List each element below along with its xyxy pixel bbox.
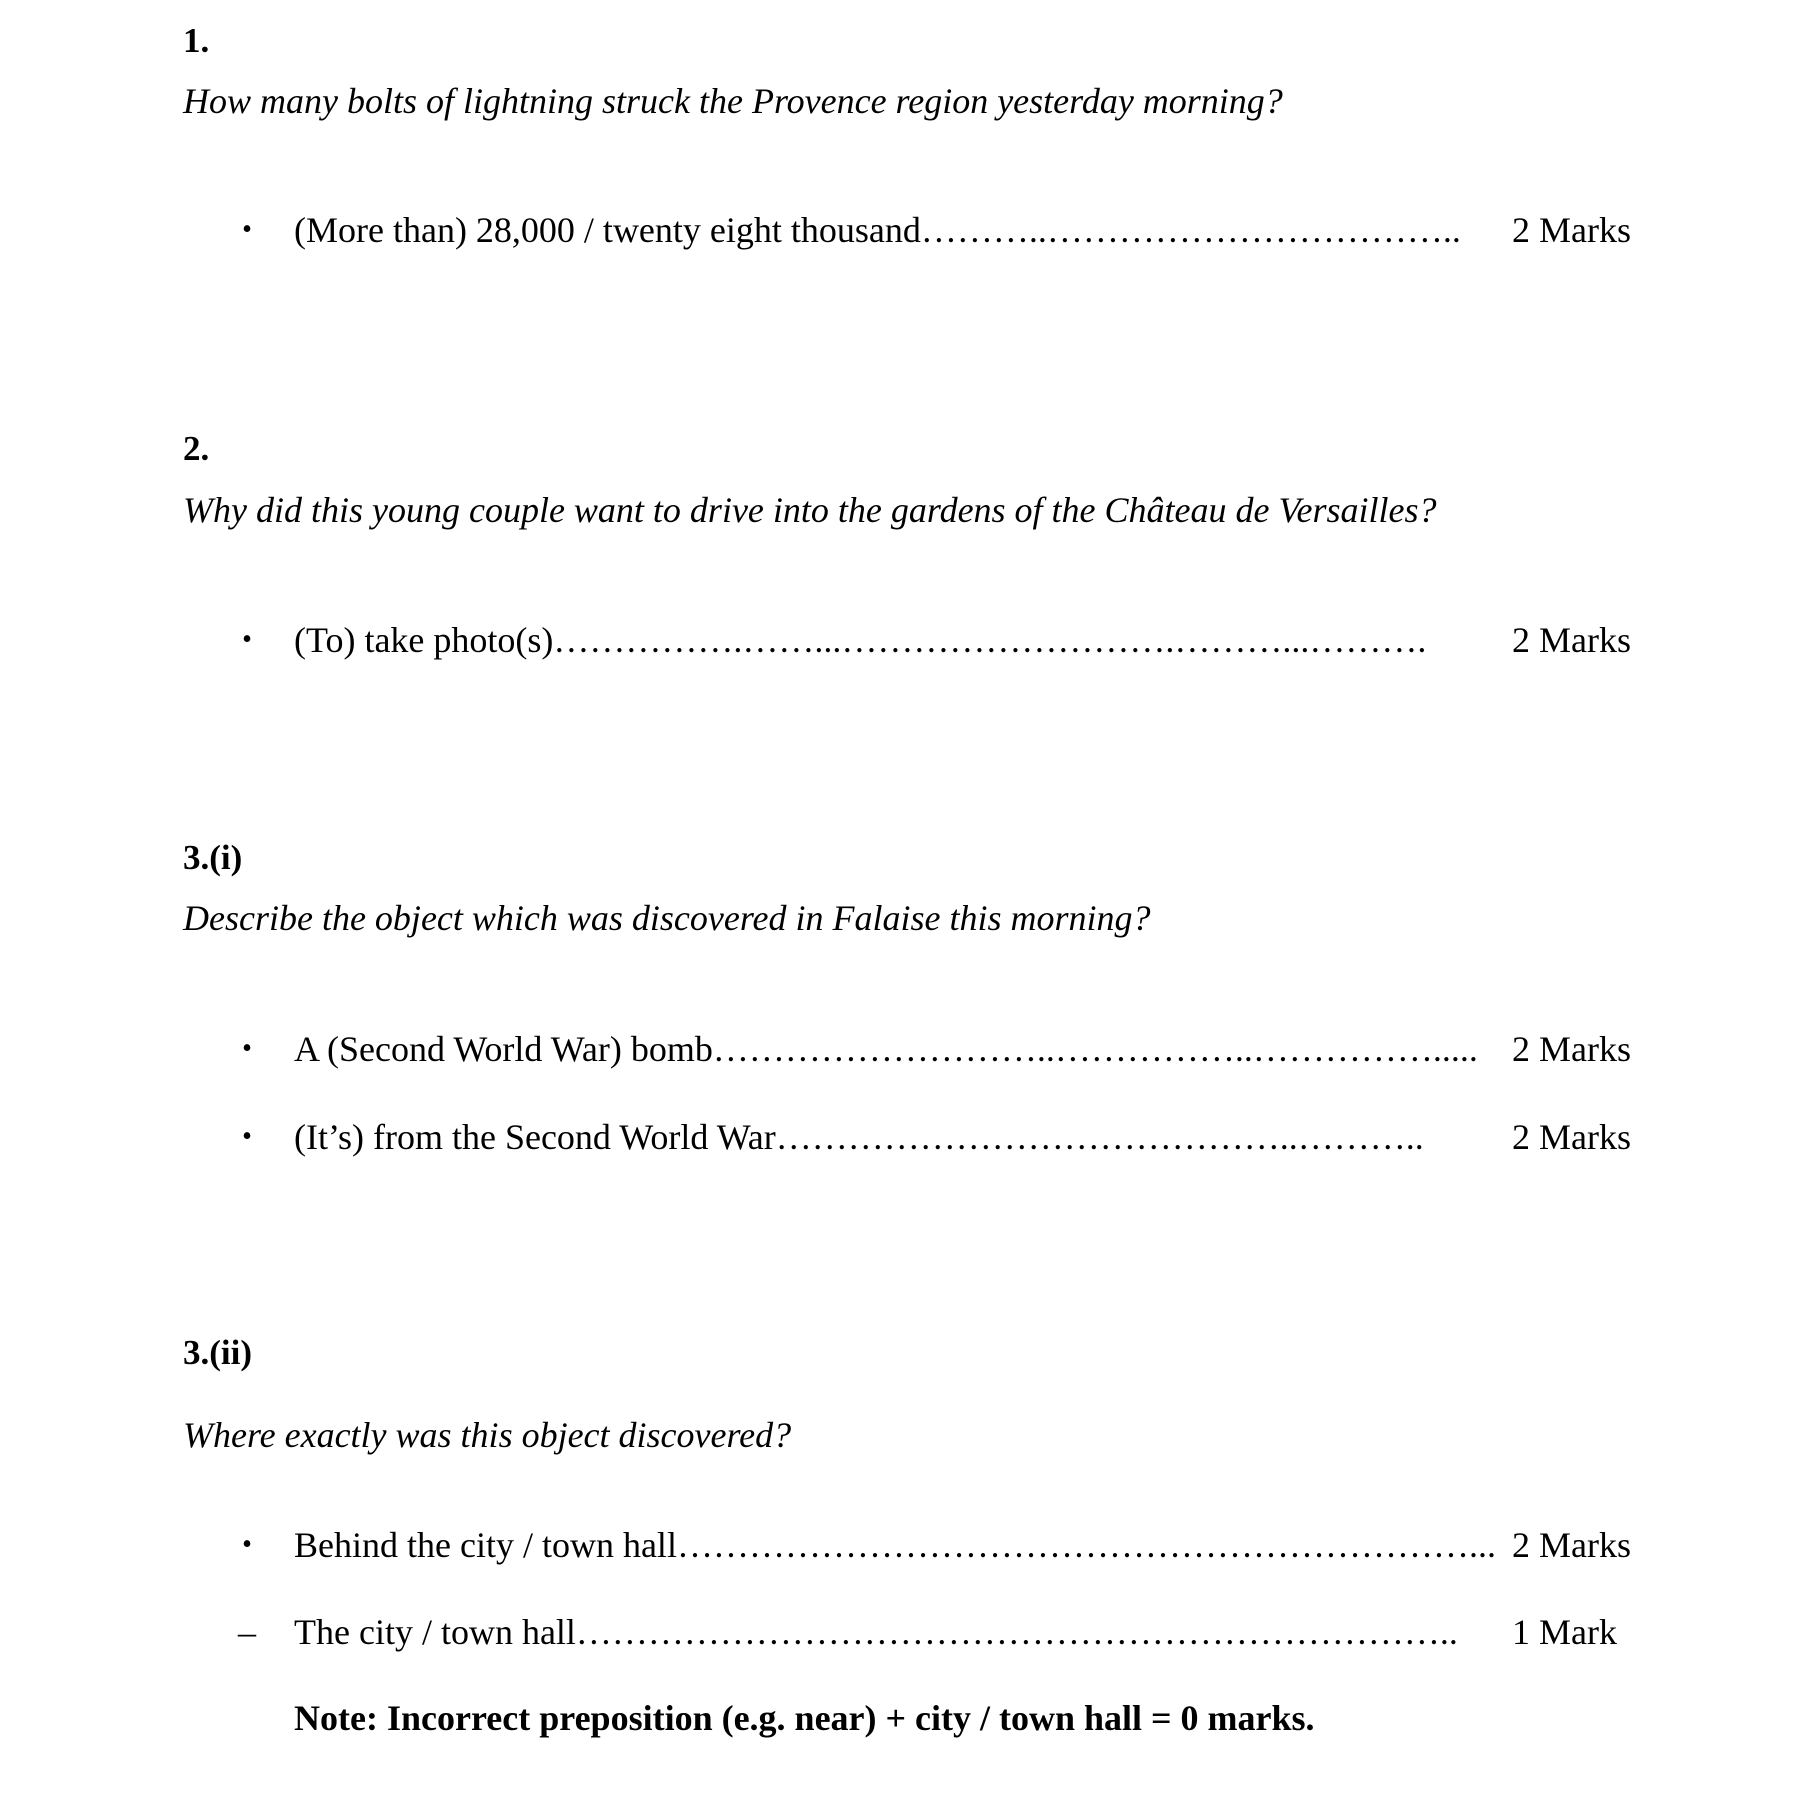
dash-icon: – [238, 1612, 256, 1652]
answer-text: Behind the city / town hall…………………………………………………………... [294, 1525, 1496, 1565]
answer-item [0, 1527, 1818, 1571]
marks-value: 2 Marks [1512, 620, 1631, 660]
question-2-number: 2. [183, 429, 210, 468]
marks-value: 2 Marks [1512, 1525, 1631, 1565]
question-1-text: How many bolts of lightning struck the Provence region yesterday morning? [183, 81, 1283, 121]
marks-value: 2 Marks [1512, 210, 1631, 250]
marks-value: 2 Marks [1512, 1117, 1631, 1157]
answer-text: (More than) 28,000 / twenty eight thousand………..…………………………….. [294, 210, 1461, 250]
marking-note: Note: Incorrect preposition (e.g. near) + city / town hall = 0 marks. [294, 1698, 1315, 1738]
answer-text: (It’s) from the Second World War……………………………………..……….. [294, 1117, 1424, 1157]
question-1-number: 1. [183, 21, 210, 60]
answer-item [0, 622, 1818, 666]
marks-value: 1 Mark [1512, 1612, 1617, 1652]
answer-item [0, 1614, 1818, 1658]
bullet-icon: • [242, 1121, 252, 1152]
answer-text: (To) take photo(s)…………….……...……………………….………...………. [294, 620, 1427, 660]
answer-item [0, 1031, 1818, 1075]
bullet-icon: • [242, 214, 252, 245]
question-3i-number: 3.(i) [183, 838, 243, 877]
bullet-icon: • [242, 624, 252, 655]
question-2-text: Why did this young couple want to drive into the gardens of the Château de Versailles? [183, 490, 1437, 530]
question-3ii-number: 3.(ii) [183, 1333, 253, 1372]
answer-text: A (Second World War) bomb………………………..……………..……………..... [294, 1029, 1478, 1069]
answer-item [0, 1119, 1818, 1163]
bullet-icon: • [242, 1529, 252, 1560]
question-3i-text: Describe the object which was discovered in Falaise this morning? [183, 898, 1151, 938]
question-3ii-text: Where exactly was this object discovered? [183, 1415, 792, 1455]
answer-item [0, 212, 1818, 256]
answer-text: The city / town hall……………………………………………………………….. [294, 1612, 1458, 1652]
marks-value: 2 Marks [1512, 1029, 1631, 1069]
bullet-icon: • [242, 1033, 252, 1064]
